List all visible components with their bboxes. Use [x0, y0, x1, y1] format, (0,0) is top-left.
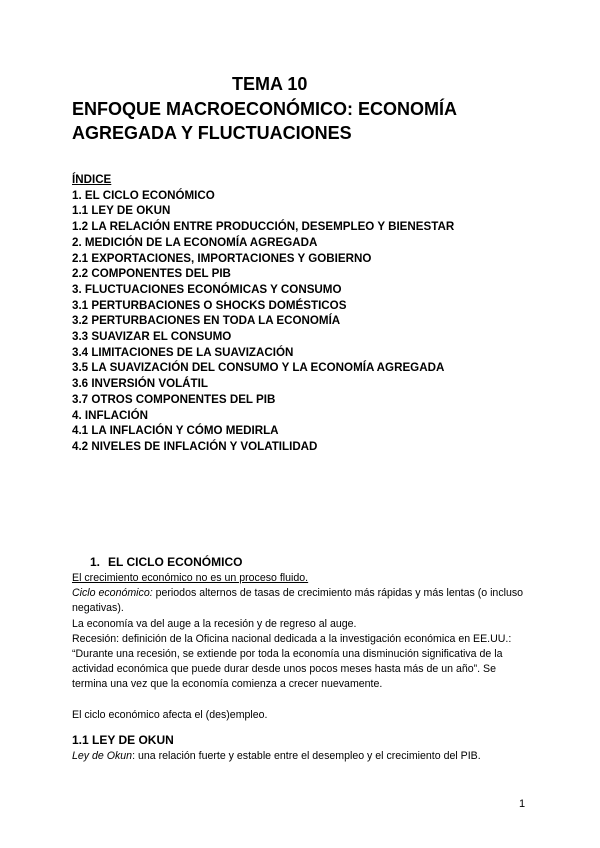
section-1-body — [72, 571, 532, 723]
index-item: 4.1 LA INFLACIÓN Y CÓMO MEDIRLA — [72, 424, 279, 438]
okun-term: Ley de Okun — [72, 750, 133, 762]
okun-def: : una relación fuerte y estable entre el desempleo y el crecimiento del PIB. — [132, 750, 481, 762]
index-item: 1. EL CICLO ECONÓMICO — [72, 188, 215, 202]
index-item: 1.1 LEY DE OKUN — [72, 204, 171, 218]
index-heading: ÍNDICE — [72, 173, 112, 186]
underlined-statement: El crecimiento económico no es un proceso fluido. — [72, 572, 309, 584]
title-line-2: AGREGADA Y FLUCTUACIONES — [72, 123, 352, 143]
index-item: 3.7 OTROS COMPONENTES DEL PIB — [72, 392, 276, 406]
index-item: 3.2 PERTURBACIONES EN TODA LA ECONOMÍA — [72, 314, 341, 328]
page-number: 1 — [519, 798, 526, 810]
section-1-1-heading: 1.1 LEY DE OKUN — [72, 733, 174, 747]
index-item: 2.1 EXPORTACIONES, IMPORTACIONES Y GOBIERNO — [72, 251, 372, 265]
index-item: 1.2 LA RELACIÓN ENTRE PRODUCCIÓN, DESEMPLEO Y BIENESTAR — [72, 220, 455, 234]
title-line-1: ENFOQUE MACROECONÓMICO: ECONOMÍA — [72, 99, 457, 119]
tema-label: TEMA 10 — [232, 74, 308, 94]
index-item: 3.4 LIMITACIONES DE LA SUAVIZACIÓN — [72, 345, 294, 359]
ciclo-term: Ciclo económico: — [72, 587, 153, 600]
ciclo-definition — [72, 586, 532, 616]
index-item: 4. INFLACIÓN — [72, 408, 149, 422]
index-item: 3.3 SUAVIZAR EL CONSUMO — [72, 330, 232, 344]
index-item: 2. MEDICIÓN DE LA ECONOMÍA AGREGADA — [72, 235, 318, 249]
section-1-number: 1. — [90, 555, 101, 569]
index-item: 2.2 COMPONENTES DEL PIB — [72, 267, 231, 281]
ciclo-def: periodos alternos de tasas de crecimiento más rápidas y más lentas (o incluso negativas). — [72, 587, 524, 615]
afecta-line: El ciclo económico afecta el (des)empleo. — [72, 708, 268, 721]
index-item: 3.6 INVERSIÓN VOLÁTIL — [72, 377, 208, 391]
index-item: 3.5 LA SUAVIZACIÓN DEL CONSUMO Y LA ECONOMÍA AGREGADA — [72, 361, 445, 375]
okun-definition — [72, 749, 542, 764]
section-1-title: EL CICLO ECONÓMICO — [108, 555, 243, 569]
index-item: 4.2 NIVELES DE INFLACIÓN Y VOLATILIDAD — [72, 439, 318, 453]
index-item: 3. FLUCTUACIONES ECONÓMICAS Y CONSUMO — [72, 282, 342, 296]
document-title — [72, 97, 542, 145]
table-of-contents — [72, 172, 454, 455]
index-item: 3.1 PERTURBACIONES O SHOCKS DOMÉSTICOS — [72, 298, 347, 312]
recesion-paragraph: Recesión: definición de la Oficina nacional dedicada a la investigación económica en EE.UU.: “Durante una recesión, se extiende por toda la economía una disminución significativa de la actividad económica que puede durar desde unos pocos meses hasta más de un año”. Se termina una vez que la economía comienza a crecer nuevamente. — [72, 632, 512, 691]
auge-line: La economía va del auge a la recesión y de regreso al auge. — [72, 617, 357, 630]
section-1-heading — [90, 555, 242, 570]
